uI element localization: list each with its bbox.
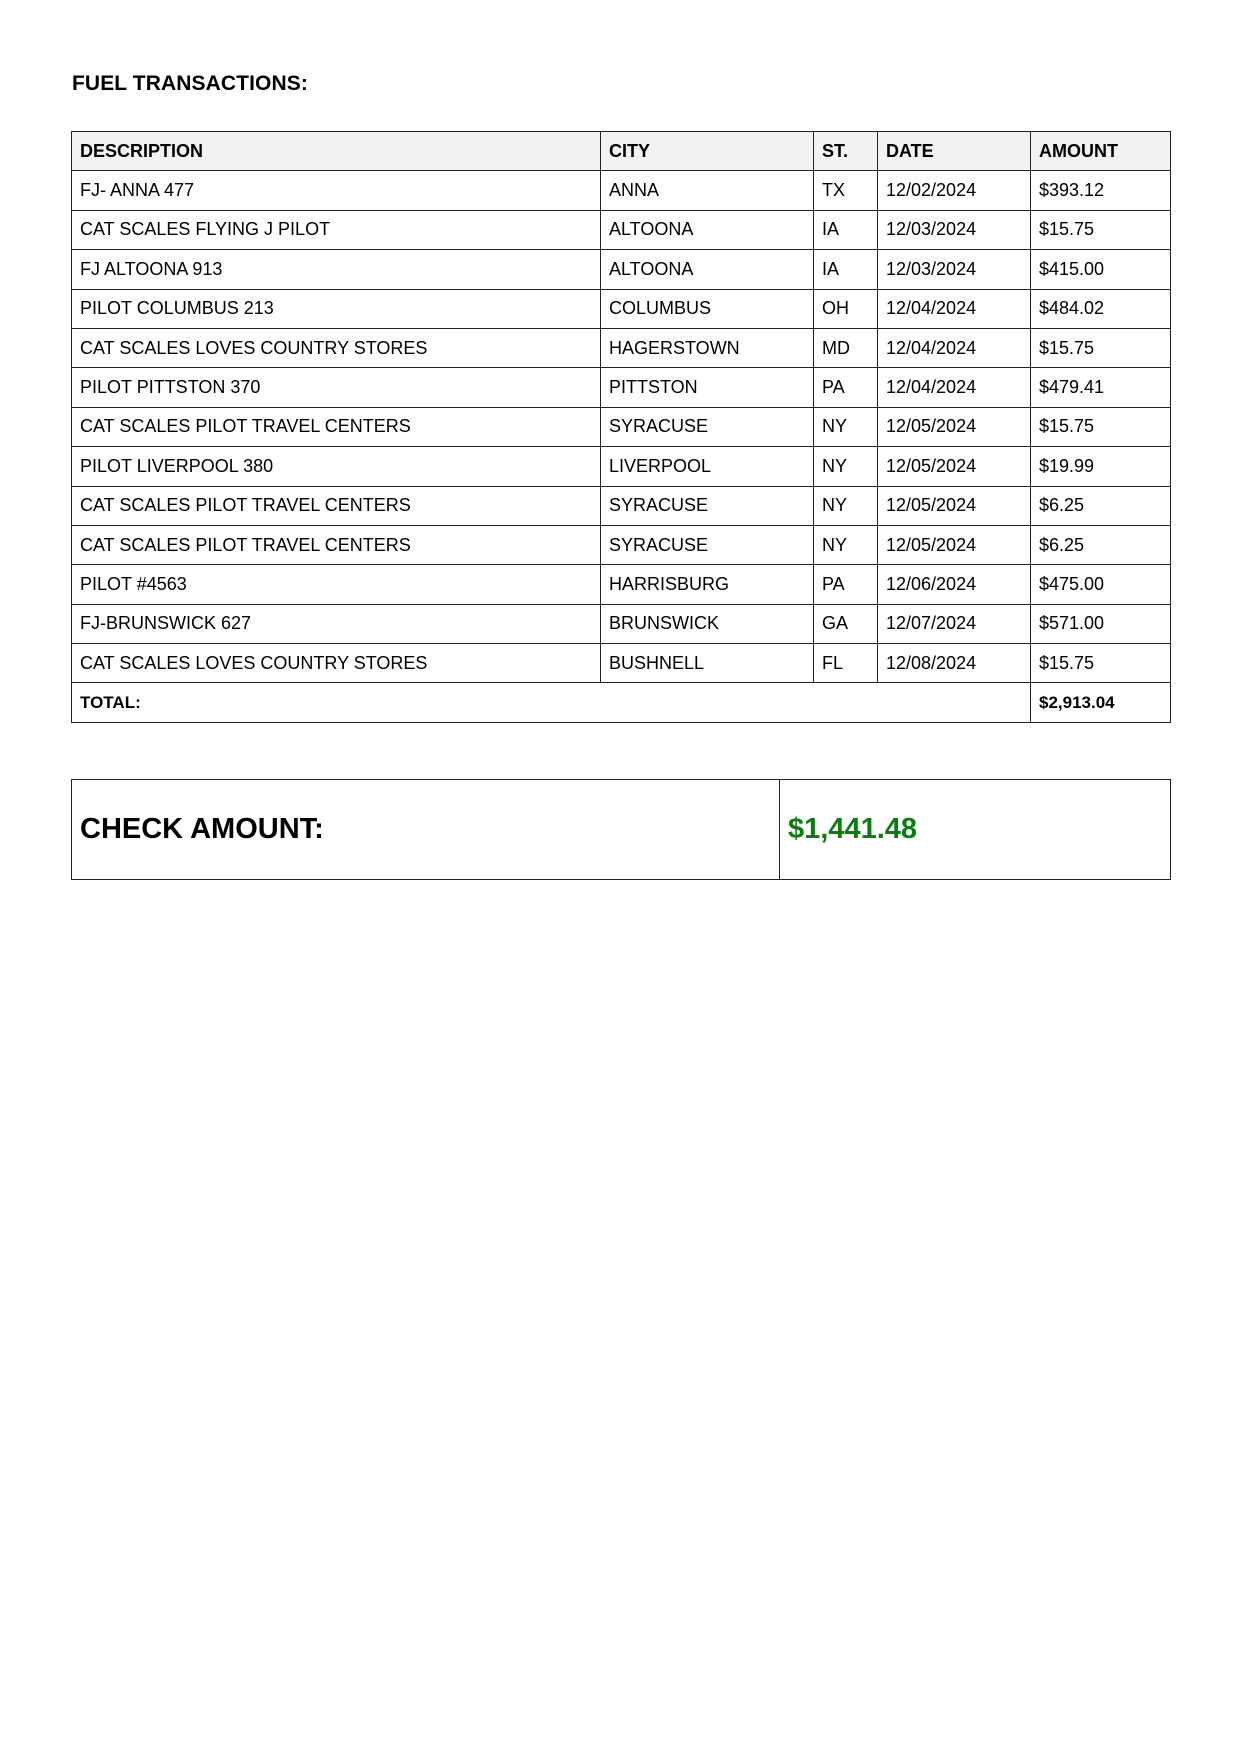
table-row	[72, 486, 1171, 525]
cell-description: PILOT #4563	[72, 565, 601, 604]
cell-state: NY	[814, 525, 878, 564]
cell-amount: $484.02	[1031, 289, 1171, 328]
table-header-row	[72, 132, 1171, 171]
cell-state: FL	[814, 644, 878, 683]
cell-description: PILOT COLUMBUS 213	[72, 289, 601, 328]
cell-description: FJ ALTOONA 913	[72, 250, 601, 289]
header-amount: AMOUNT	[1031, 132, 1171, 171]
cell-amount: $15.75	[1031, 328, 1171, 367]
cell-state: GA	[814, 604, 878, 643]
cell-amount: $15.75	[1031, 644, 1171, 683]
cell-description: FJ-BRUNSWICK 627	[72, 604, 601, 643]
cell-description: PILOT PITTSTON 370	[72, 368, 601, 407]
cell-city: ANNA	[601, 171, 814, 210]
cell-amount: $571.00	[1031, 604, 1171, 643]
cell-state: NY	[814, 407, 878, 446]
table-row	[72, 407, 1171, 446]
cell-date: 12/06/2024	[878, 565, 1031, 604]
cell-state: IA	[814, 250, 878, 289]
cell-amount: $15.75	[1031, 407, 1171, 446]
table-row	[72, 250, 1171, 289]
cell-date: 12/05/2024	[878, 486, 1031, 525]
cell-city: BUSHNELL	[601, 644, 814, 683]
cell-amount: $479.41	[1031, 368, 1171, 407]
table-row	[72, 565, 1171, 604]
cell-state: IA	[814, 210, 878, 249]
cell-state: PA	[814, 368, 878, 407]
table-row	[72, 525, 1171, 564]
total-row	[72, 683, 1171, 722]
header-date: DATE	[878, 132, 1031, 171]
cell-amount: $19.99	[1031, 447, 1171, 486]
cell-description: CAT SCALES PILOT TRAVEL CENTERS	[72, 407, 601, 446]
cell-date: 12/03/2024	[878, 250, 1031, 289]
cell-city: PITTSTON	[601, 368, 814, 407]
cell-state: TX	[814, 171, 878, 210]
cell-date: 12/04/2024	[878, 328, 1031, 367]
cell-state: NY	[814, 486, 878, 525]
cell-date: 12/04/2024	[878, 289, 1031, 328]
cell-date: 12/05/2024	[878, 407, 1031, 446]
table-row	[72, 210, 1171, 249]
cell-amount: $475.00	[1031, 565, 1171, 604]
cell-state: MD	[814, 328, 878, 367]
cell-city: SYRACUSE	[601, 407, 814, 446]
header-description: DESCRIPTION	[72, 132, 601, 171]
cell-date: 12/07/2024	[878, 604, 1031, 643]
cell-date: 12/04/2024	[878, 368, 1031, 407]
cell-date: 12/05/2024	[878, 447, 1031, 486]
cell-description: CAT SCALES LOVES COUNTRY STORES	[72, 328, 601, 367]
cell-amount: $15.75	[1031, 210, 1171, 249]
section-title: FUEL TRANSACTIONS:	[72, 72, 308, 95]
cell-city: BRUNSWICK	[601, 604, 814, 643]
table-row	[72, 171, 1171, 210]
total-label: TOTAL:	[72, 683, 1031, 722]
cell-date: 12/02/2024	[878, 171, 1031, 210]
cell-city: LIVERPOOL	[601, 447, 814, 486]
check-amount-row	[72, 780, 1171, 880]
cell-amount: $6.25	[1031, 525, 1171, 564]
cell-date: 12/08/2024	[878, 644, 1031, 683]
cell-amount: $415.00	[1031, 250, 1171, 289]
cell-city: HARRISBURG	[601, 565, 814, 604]
cell-city: COLUMBUS	[601, 289, 814, 328]
cell-city: SYRACUSE	[601, 525, 814, 564]
cell-date: 12/05/2024	[878, 525, 1031, 564]
cell-amount: $6.25	[1031, 486, 1171, 525]
cell-description: FJ- ANNA 477	[72, 171, 601, 210]
table-row	[72, 447, 1171, 486]
cell-city: HAGERSTOWN	[601, 328, 814, 367]
cell-description: CAT SCALES LOVES COUNTRY STORES	[72, 644, 601, 683]
cell-amount: $393.12	[1031, 171, 1171, 210]
check-amount-label: CHECK AMOUNT:	[72, 780, 780, 880]
table-row	[72, 289, 1171, 328]
cell-description: PILOT LIVERPOOL 380	[72, 447, 601, 486]
cell-state: OH	[814, 289, 878, 328]
table-row	[72, 368, 1171, 407]
cell-description: CAT SCALES FLYING J PILOT	[72, 210, 601, 249]
fuel-transactions-table	[71, 131, 1171, 723]
table-row	[72, 644, 1171, 683]
header-city: CITY	[601, 132, 814, 171]
cell-state: PA	[814, 565, 878, 604]
total-amount: $2,913.04	[1031, 683, 1171, 722]
cell-date: 12/03/2024	[878, 210, 1031, 249]
check-amount-value: $1,441.48	[780, 780, 1171, 880]
cell-state: NY	[814, 447, 878, 486]
cell-city: ALTOONA	[601, 210, 814, 249]
table-row	[72, 328, 1171, 367]
check-amount-box	[71, 779, 1171, 880]
cell-description: CAT SCALES PILOT TRAVEL CENTERS	[72, 486, 601, 525]
cell-description: CAT SCALES PILOT TRAVEL CENTERS	[72, 525, 601, 564]
header-state: ST.	[814, 132, 878, 171]
cell-city: SYRACUSE	[601, 486, 814, 525]
cell-city: ALTOONA	[601, 250, 814, 289]
table-row	[72, 604, 1171, 643]
